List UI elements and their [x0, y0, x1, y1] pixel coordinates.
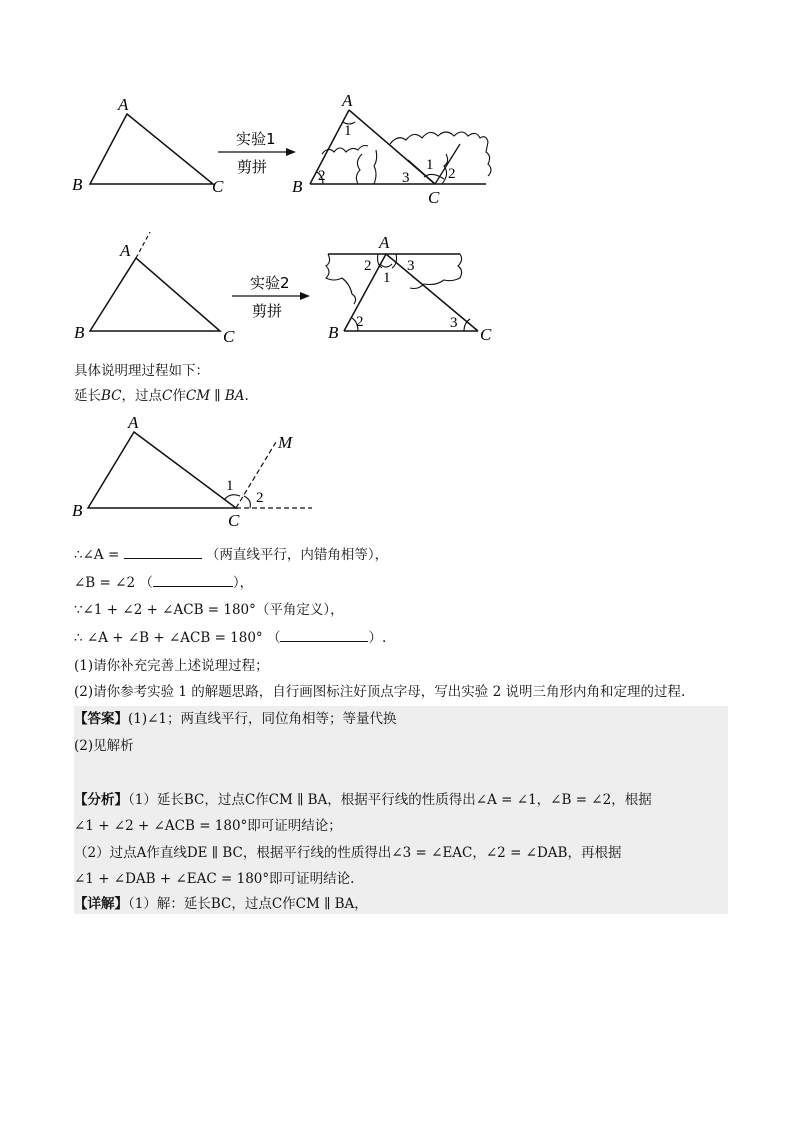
angle-label-1: 1 — [226, 478, 234, 494]
triangle-abc — [88, 432, 236, 508]
label-c: C — [223, 327, 235, 346]
label-a: A — [128, 413, 139, 432]
right-label-b: B — [328, 323, 339, 342]
extension-dashed — [136, 232, 150, 258]
side-ab — [310, 110, 349, 184]
figure-experiment-2 — [60, 228, 500, 348]
label-c: C — [212, 177, 224, 196]
analysis-tag: 【分析】 — [74, 792, 128, 808]
arrow-head — [300, 292, 310, 300]
torn-edge-right — [410, 254, 462, 289]
question-2: (2)请你参考实验 1 的解题思路，自行画图标注好顶点字母，写出实验 2 说明三角形内角和定理的过程. — [74, 684, 686, 700]
triangle-abc-left — [90, 258, 220, 331]
figure-3-svg — [66, 412, 326, 532]
arrow-label-top: 实验1 — [236, 130, 276, 148]
arrow-head — [286, 148, 296, 156]
answer-blank-3[interactable] — [280, 627, 368, 642]
angle-label-1: 1 — [383, 270, 391, 286]
analysis-line-4: ∠1 + ∠DAB + ∠EAC = 180°即可证明结论. — [74, 871, 355, 887]
angle-arc-1 — [224, 495, 240, 500]
label-b: B — [74, 323, 85, 342]
analysis-line-3: （2）过点A作直线DE ∥ BC，根据平行线的性质得出∠3 = ∠EAC，∠2 = ∠DAB，再根据 — [74, 845, 622, 861]
arrow-label-bottom: 剪拼 — [252, 302, 283, 320]
right-label-b: B — [292, 177, 303, 196]
angle-label-2-bottom: 2 — [356, 314, 364, 330]
figure-2-svg — [60, 228, 500, 348]
triangle-abc-left — [90, 114, 213, 184]
answer-blank-2[interactable] — [153, 572, 233, 587]
label-c: C — [228, 511, 240, 530]
torn-edge-2 — [356, 154, 362, 184]
proof-step-2: ∠B = ∠2 （ ）， — [74, 572, 253, 593]
proof-step-1: ∴∠A = （两直线平行，内错角相等）， — [74, 544, 388, 565]
right-label-c: C — [428, 188, 440, 207]
angle-label-2-right: 2 — [448, 166, 456, 182]
figure-1-svg — [60, 92, 500, 207]
angle-label-1-top: 1 — [344, 123, 352, 139]
label-b: B — [72, 175, 83, 194]
detail-line-1: 【详解】（1）解：延长BC，过点C作CM ∥ BA， — [74, 896, 368, 912]
answer-tag: 【答案】 — [74, 711, 128, 727]
right-label-a: A — [342, 92, 353, 110]
analysis-line-2: ∠1 + ∠2 + ∠ACB = 180°即可证明结论； — [74, 818, 342, 834]
angle-label-3-top: 3 — [407, 258, 415, 274]
answer-line-2: (2)见解析 — [74, 738, 134, 754]
answer-blank-1[interactable] — [124, 544, 202, 559]
label-b: B — [72, 501, 83, 520]
extend-instruction: 延长BC，过点C作CM ∥ BA. — [74, 388, 249, 404]
arrow-label-top: 实验2 — [250, 274, 290, 292]
answer-section — [74, 706, 728, 914]
torn-edge-3 — [374, 150, 377, 184]
answer-line-1: 【答案】(1)∠1；两直线平行，同位角相等；等量代换 — [74, 711, 397, 727]
right-label-a: A — [379, 233, 390, 252]
proof-step-3: ∵∠1 + ∠2 + ∠ACB = 180°（平角定义）， — [74, 602, 344, 618]
label-m: M — [278, 433, 293, 452]
proof-step-4: ∴ ∠A + ∠B + ∠ACB = 180° （ ）. — [74, 627, 386, 648]
figure-cm-parallel — [66, 412, 326, 532]
label-a: A — [118, 95, 129, 114]
side-ac — [386, 254, 478, 331]
angle-label-2-top: 2 — [364, 258, 372, 274]
question-1: (1)请你补充完善上述说理过程； — [74, 658, 269, 674]
intro-text: 具体说明理过程如下： — [74, 363, 209, 379]
torn-edge-left — [326, 254, 356, 304]
figure-experiment-1 — [60, 92, 500, 207]
angle-label-3-bottom: 3 — [450, 315, 458, 331]
angle-label-2: 2 — [256, 490, 264, 506]
angle-arc-2-top — [378, 254, 383, 268]
angle-label-3: 3 — [402, 170, 410, 186]
detail-tag: 【详解】 — [74, 896, 128, 912]
angle-arc-1 — [380, 264, 392, 267]
angle-arc-2 — [244, 496, 250, 508]
arrow-label-bottom: 剪拼 — [237, 158, 268, 176]
label-a: A — [120, 241, 131, 260]
angle-label-1-mid: 1 — [426, 157, 434, 173]
right-label-c: C — [480, 325, 492, 344]
analysis-line-1: 【分析】（1）延长BC，过点C作CM ∥ BA，根据平行线的性质得出∠A = ∠1，∠B = ∠2，根据 — [74, 792, 652, 808]
angle-label-2-left: 2 — [318, 168, 326, 184]
